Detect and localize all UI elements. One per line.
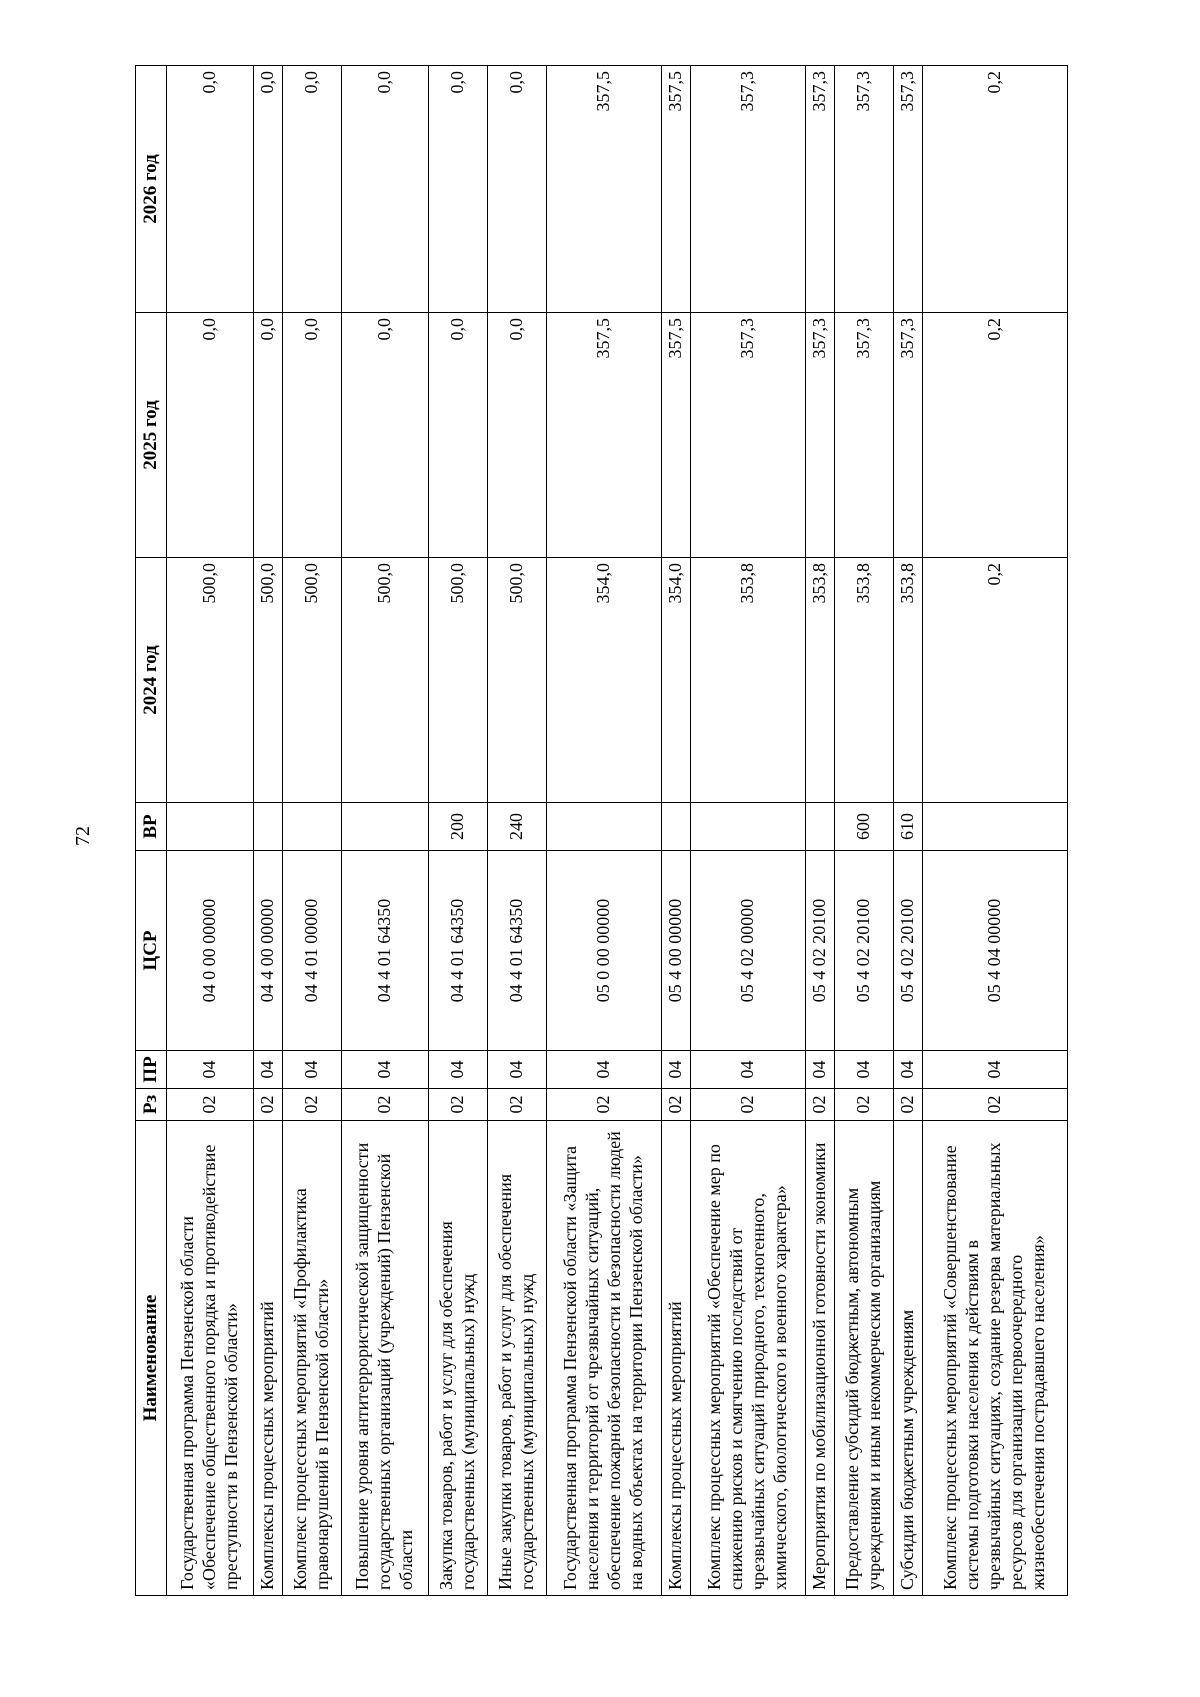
cell-vr	[691, 803, 806, 851]
cell-2024: 500,0	[488, 558, 547, 803]
cell-2024: 0,2	[923, 558, 1068, 803]
cell-vr	[547, 803, 662, 851]
cell-csr: 05 4 02 20100	[894, 851, 923, 1051]
cell-csr: 05 4 02 20100	[806, 851, 835, 1051]
table-row	[429, 66, 488, 1596]
cell-pr: 04	[806, 1051, 835, 1089]
cell-2025: 357,3	[835, 313, 894, 558]
cell-2024: 500,0	[167, 558, 254, 803]
cell-2026: 357,3	[835, 66, 894, 313]
cell-2025: 357,5	[547, 313, 662, 558]
cell-2025: 0,2	[923, 313, 1068, 558]
cell-name: Иные закупки товаров, работ и услуг для обеспечения государственных (муниципальных) нужд	[488, 1121, 547, 1596]
rotated-page-content	[135, 66, 1070, 1596]
cell-rz: 02	[835, 1089, 894, 1121]
cell-2026: 357,3	[894, 66, 923, 313]
cell-vr	[923, 803, 1068, 851]
cell-pr: 04	[283, 1051, 342, 1089]
cell-2025: 0,0	[342, 313, 429, 558]
cell-2026: 0,0	[167, 66, 254, 313]
cell-vr	[254, 803, 283, 851]
table-row	[342, 66, 429, 1596]
header-vr: ВР	[136, 803, 167, 851]
cell-2024: 353,8	[835, 558, 894, 803]
cell-vr	[662, 803, 691, 851]
cell-2025: 357,3	[894, 313, 923, 558]
cell-name: Мероприятия по мобилизационной готовности экономики	[806, 1121, 835, 1596]
cell-csr: 04 4 01 64350	[488, 851, 547, 1051]
cell-name: Государственная программа Пензенской области «Защита населения и территорий от чрезвычайных ситуаций, обеспечение пожарной безопасности и безопасности людей на водных объектах на территории Пензенской области»	[547, 1121, 662, 1596]
header-2025: 2025 год	[136, 313, 167, 558]
cell-2026: 357,5	[662, 66, 691, 313]
cell-rz: 02	[167, 1089, 254, 1121]
cell-csr: 04 4 01 64350	[342, 851, 429, 1051]
cell-pr: 04	[894, 1051, 923, 1089]
cell-vr: 600	[835, 803, 894, 851]
table-row	[547, 66, 662, 1596]
cell-rz: 02	[691, 1089, 806, 1121]
cell-rz: 02	[254, 1089, 283, 1121]
cell-rz: 02	[283, 1089, 342, 1121]
cell-rz: 02	[488, 1089, 547, 1121]
table-header-row	[136, 66, 167, 1596]
cell-2024: 500,0	[283, 558, 342, 803]
table-row	[894, 66, 923, 1596]
cell-name: Повышение уровня антитеррористической защищенности государственных организаций (учреждений) Пензенской области	[342, 1121, 429, 1596]
cell-2024: 354,0	[662, 558, 691, 803]
cell-2025: 357,3	[691, 313, 806, 558]
cell-csr: 04 4 00 00000	[254, 851, 283, 1051]
cell-name: Государственная программа Пензенской области «Обеспечение общественного порядка и противодействие преступности в Пензенской области»	[167, 1121, 254, 1596]
cell-name: Комплекс процессных мероприятий «Обеспечение мер по снижению рисков и смягчению последствий от чрезвычайных ситуаций природного, техногенного, химического, биологического и военного характера»	[691, 1121, 806, 1596]
cell-2024: 500,0	[429, 558, 488, 803]
cell-2024: 353,8	[691, 558, 806, 803]
cell-2026: 0,0	[342, 66, 429, 313]
cell-pr: 04	[254, 1051, 283, 1089]
cell-pr: 04	[429, 1051, 488, 1089]
cell-csr: 04 4 01 64350	[429, 851, 488, 1051]
header-csr: ЦСР	[136, 851, 167, 1051]
table-row	[923, 66, 1068, 1596]
cell-2026: 0,2	[923, 66, 1068, 313]
cell-pr: 04	[923, 1051, 1068, 1089]
budget-table	[135, 65, 1068, 1596]
cell-pr: 04	[342, 1051, 429, 1089]
cell-vr	[167, 803, 254, 851]
cell-rz: 02	[662, 1089, 691, 1121]
cell-rz: 02	[923, 1089, 1068, 1121]
cell-name: Комплексы процессных мероприятий	[662, 1121, 691, 1596]
cell-2026: 357,3	[691, 66, 806, 313]
table-row	[283, 66, 342, 1596]
cell-2025: 0,0	[283, 313, 342, 558]
cell-name: Предоставление субсидий бюджетным, автономным учреждениям и иным некоммерческим организациям	[835, 1121, 894, 1596]
cell-name: Комплекс процессных мероприятий «Совершенствование системы подготовки населения к действиям в чрезвычайных ситуациях, создание резерва материальных ресурсов для организации первоочередного жизнеобеспечения пострадавшего населения»	[923, 1121, 1068, 1596]
cell-name: Комплекс процессных мероприятий «Профилактика правонарушений в Пензенской области»	[283, 1121, 342, 1596]
cell-pr: 04	[662, 1051, 691, 1089]
cell-pr: 04	[835, 1051, 894, 1089]
cell-2026: 0,0	[488, 66, 547, 313]
cell-2024: 354,0	[547, 558, 662, 803]
cell-csr: 05 4 00 00000	[662, 851, 691, 1051]
cell-rz: 02	[894, 1089, 923, 1121]
cell-csr: 05 4 02 00000	[691, 851, 806, 1051]
page-number: 72	[72, 826, 94, 846]
table-row	[835, 66, 894, 1596]
cell-vr	[283, 803, 342, 851]
header-2026: 2026 год	[136, 66, 167, 313]
cell-2026: 0,0	[429, 66, 488, 313]
cell-pr: 04	[691, 1051, 806, 1089]
cell-vr	[806, 803, 835, 851]
cell-rz: 02	[547, 1089, 662, 1121]
cell-2025: 0,0	[488, 313, 547, 558]
cell-pr: 04	[547, 1051, 662, 1089]
cell-csr: 05 4 04 00000	[923, 851, 1068, 1051]
cell-2026: 357,5	[547, 66, 662, 313]
header-2024: 2024 год	[136, 558, 167, 803]
cell-vr: 240	[488, 803, 547, 851]
cell-vr: 200	[429, 803, 488, 851]
cell-2026: 0,0	[283, 66, 342, 313]
cell-rz: 02	[806, 1089, 835, 1121]
cell-2025: 0,0	[429, 313, 488, 558]
cell-2024: 353,8	[894, 558, 923, 803]
cell-2025: 0,0	[254, 313, 283, 558]
cell-pr: 04	[488, 1051, 547, 1089]
table-row	[488, 66, 547, 1596]
header-rz: Рз	[136, 1089, 167, 1121]
table-row	[254, 66, 283, 1596]
cell-2024: 500,0	[342, 558, 429, 803]
cell-2025: 357,5	[662, 313, 691, 558]
header-name: Наименование	[136, 1121, 167, 1596]
table-row	[662, 66, 691, 1596]
cell-vr	[342, 803, 429, 851]
cell-csr: 04 4 01 00000	[283, 851, 342, 1051]
table-row	[806, 66, 835, 1596]
cell-2024: 500,0	[254, 558, 283, 803]
cell-name: Субсидии бюджетным учреждениям	[894, 1121, 923, 1596]
cell-vr: 610	[894, 803, 923, 851]
cell-2025: 357,3	[806, 313, 835, 558]
cell-2025: 0,0	[167, 313, 254, 558]
cell-csr: 04 0 00 00000	[167, 851, 254, 1051]
cell-rz: 02	[342, 1089, 429, 1121]
cell-name: Закупка товаров, работ и услуг для обеспечения государственных (муниципальных) нужд	[429, 1121, 488, 1596]
table-row	[691, 66, 806, 1596]
cell-csr: 05 4 02 20100	[835, 851, 894, 1051]
cell-csr: 05 0 00 00000	[547, 851, 662, 1051]
cell-2024: 353,8	[806, 558, 835, 803]
cell-rz: 02	[429, 1089, 488, 1121]
cell-2026: 0,0	[254, 66, 283, 313]
cell-pr: 04	[167, 1051, 254, 1089]
cell-name: Комплексы процессных мероприятий	[254, 1121, 283, 1596]
table-row	[167, 66, 254, 1596]
cell-2026: 357,3	[806, 66, 835, 313]
header-pr: ПР	[136, 1051, 167, 1089]
